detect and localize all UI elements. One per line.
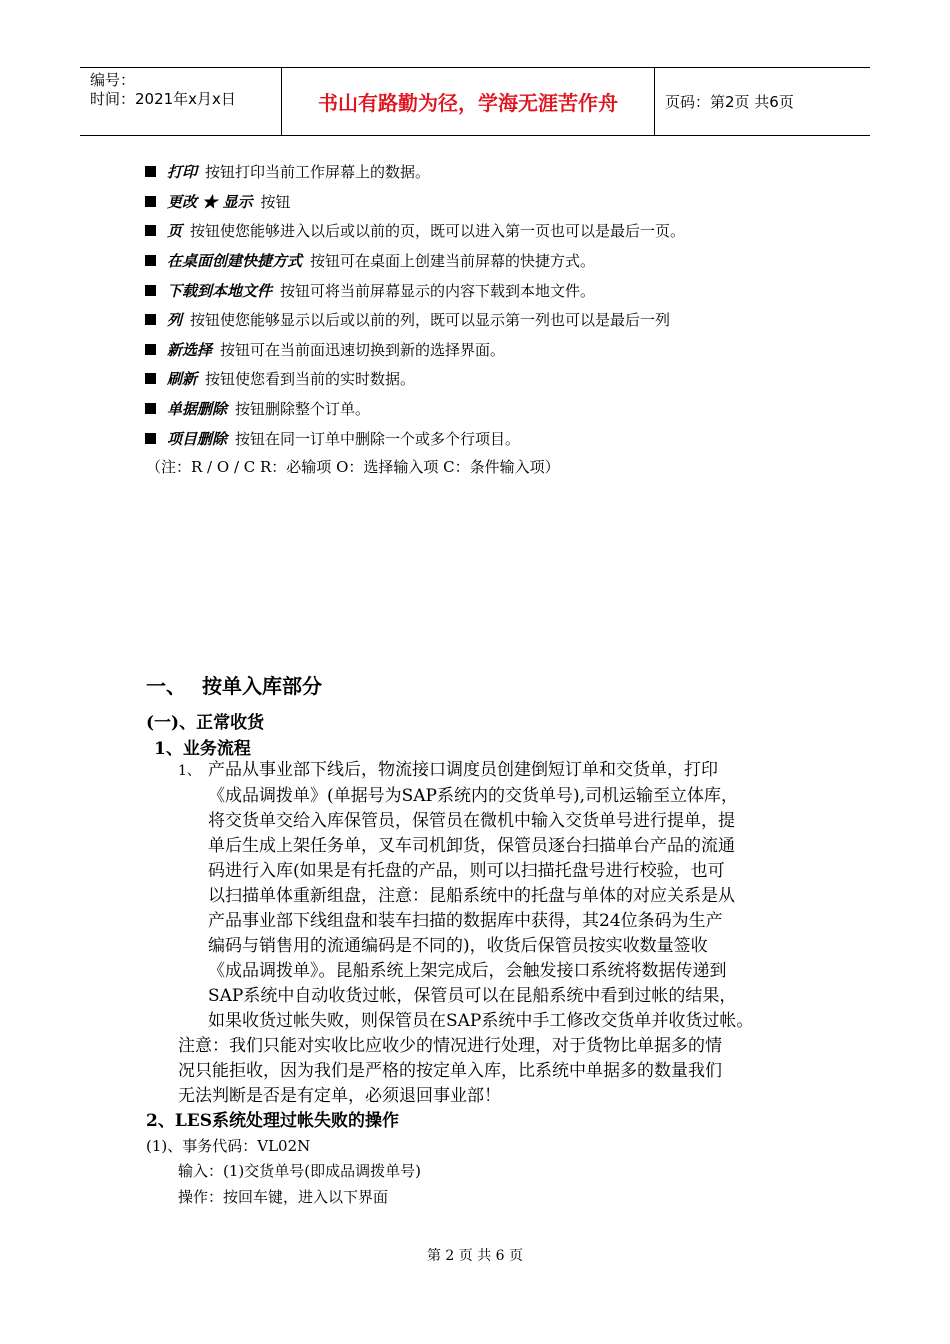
paragraph-line xyxy=(178,758,818,784)
button-keyword: 页 xyxy=(167,222,183,241)
button-keyword: 新选择 xyxy=(167,340,213,359)
paragraph-text: 《成品调拨单》。昆船系统上架完成后，会触发接口系统将数据传递到 xyxy=(208,961,727,981)
paragraph-text: 将交货单交给入库保管员，保管员在微机中输入交货单号进行提单，提 xyxy=(208,811,735,831)
transaction-code: (1)、事务代码：VL02N xyxy=(146,1137,311,1155)
square-bullet-icon xyxy=(145,344,156,355)
button-description: 按钮打印当前工作屏幕上的数据。 xyxy=(205,163,431,182)
paragraph-text: SAP系统中自动收货过帐，保管员可以在昆船系统中看到过帐的结果， xyxy=(208,986,737,1006)
paragraph-line xyxy=(178,984,818,1009)
button-description-item xyxy=(145,187,845,217)
button-description: 按钮使您能够进入以后或以前的页，既可以进入第一页也可以是最后一页。 xyxy=(190,222,686,241)
paragraph-line xyxy=(178,809,818,834)
paragraph-number: 1、 xyxy=(178,763,201,779)
paragraph-text: 产品事业部下线组盘和装车扫描的数据库中获得，其24位条码为生产 xyxy=(208,911,723,931)
paragraph-line xyxy=(178,784,818,809)
note-line: 况只能拒收，因为我们是严格的按定单入库，比系统中单据多的数量我们 xyxy=(178,1061,722,1081)
button-description-item xyxy=(145,335,845,365)
paragraph-line xyxy=(178,909,818,934)
subsection-heading: (一)、正常收货 xyxy=(146,713,265,733)
header-page-info: 页码：第2页 共6页 xyxy=(665,93,794,111)
square-bullet-icon xyxy=(145,373,156,384)
header-motto: 书山有路勤为径，学海无涯苦作舟 xyxy=(282,68,655,135)
button-description-item xyxy=(145,305,845,335)
button-description: 按钮在同一订单中删除一个或多个行项目。 xyxy=(235,429,521,448)
button-keyword: 列 xyxy=(167,311,183,330)
number-label: 编号： xyxy=(90,71,136,89)
paragraph-line xyxy=(178,959,818,984)
paragraph-line xyxy=(178,884,818,909)
button-description-item xyxy=(145,157,845,187)
paragraph-line xyxy=(178,934,818,959)
button-keyword: 打印 xyxy=(167,163,198,182)
button-description: 按钮可将当前屏幕显示的内容下载到本地文件。 xyxy=(280,281,596,300)
paragraph-text: 码进行入库(如果是有托盘的产品，则可以扫描托盘号进行校验，也可 xyxy=(208,861,725,881)
square-bullet-icon xyxy=(145,196,156,207)
button-description: 按钮使您看到当前的实时数据。 xyxy=(205,370,416,389)
button-description-item xyxy=(145,423,845,453)
button-description-item xyxy=(145,216,845,246)
button-description-item xyxy=(145,364,845,394)
button-description-item xyxy=(145,246,845,276)
button-description: 按钮可在当前面迅速切换到新的选择界面。 xyxy=(220,340,506,359)
operation-instruction: 操作：按回车键，进入以下界面 xyxy=(178,1188,389,1206)
button-description-item xyxy=(145,275,845,305)
subsubsection-heading: 1、业务流程 xyxy=(154,739,251,759)
square-bullet-icon xyxy=(145,314,156,325)
button-keyword: 在桌面创建快捷方式 xyxy=(167,252,303,271)
paragraph-text: 单后生成上架任务单，叉车司机卸货，保管员逐台扫描单台产品的流通 xyxy=(208,836,735,856)
note-line: 无法判断是否是有定单，必须退回事业部！ xyxy=(178,1086,501,1106)
button-description-list xyxy=(145,157,845,453)
square-bullet-icon xyxy=(145,225,156,236)
paragraph-line xyxy=(178,859,818,884)
time-label: 时间：2021年x月x日 xyxy=(90,90,236,108)
square-bullet-icon xyxy=(145,166,156,177)
paragraph-text: 编码与销售用的流通编码是不同的)，收货后保管员按实收数量签收 xyxy=(208,936,708,956)
button-description: 按钮删除整个订单。 xyxy=(235,400,371,419)
paragraph-text: 《成品调拨单》(单据号为SAP系统内的交货单号),司机运输至立体库， xyxy=(208,786,739,806)
button-description-item xyxy=(145,394,845,424)
button-description: 按钮 xyxy=(260,192,291,211)
section-heading xyxy=(146,670,322,699)
subsubsection-heading-2: 2、LES系统处理过帐失败的操作 xyxy=(146,1111,400,1131)
paragraph-line xyxy=(178,1009,818,1034)
square-bullet-icon xyxy=(145,403,156,414)
button-keyword: 更改 ★ 显示 xyxy=(167,192,253,211)
process-paragraph xyxy=(178,758,818,1109)
button-keyword: 单据删除 xyxy=(167,400,228,419)
paragraph-text: 如果收货过帐失败，则保管员在SAP系统中手工修改交货单并收货过帐。 xyxy=(208,1011,754,1031)
button-description: 按钮可在桌面上创建当前屏幕的快捷方式。 xyxy=(310,252,596,271)
paragraph-text: 产品从事业部下线后，物流接口调度员创建倒短订单和交货单，打印 xyxy=(208,760,718,780)
paragraph-text: 以扫描单体重新组盘，注意：昆船系统中的托盘与单体的对应关系是从 xyxy=(208,886,735,906)
button-keyword: 项目删除 xyxy=(167,429,228,448)
roc-note: （注：R / O / C R：必输项 O：选择输入项 C：条件输入项） xyxy=(146,458,560,476)
square-bullet-icon xyxy=(145,433,156,444)
square-bullet-icon xyxy=(145,285,156,296)
input-instruction: 输入：(1)交货单号(即成品调拨单号) xyxy=(178,1162,421,1180)
button-keyword: 刷新 xyxy=(167,370,198,389)
header-meta xyxy=(80,68,282,135)
button-description: 按钮使您能够显示以后或以前的列，既可以显示第一列也可以是最后一列 xyxy=(190,311,671,330)
note-line: 注意：我们只能对实收比应收少的情况进行处理，对于货物比单据多的情 xyxy=(178,1036,722,1056)
page-header xyxy=(80,67,870,136)
paragraph-line xyxy=(178,834,818,859)
section-number: 一、 xyxy=(146,674,186,698)
section-title: 按单入库部分 xyxy=(202,674,322,698)
square-bullet-icon xyxy=(145,255,156,266)
button-keyword: 下载到本地文件 xyxy=(167,281,273,300)
page-footer: 第 2 页 共 6 页 xyxy=(426,1248,524,1264)
